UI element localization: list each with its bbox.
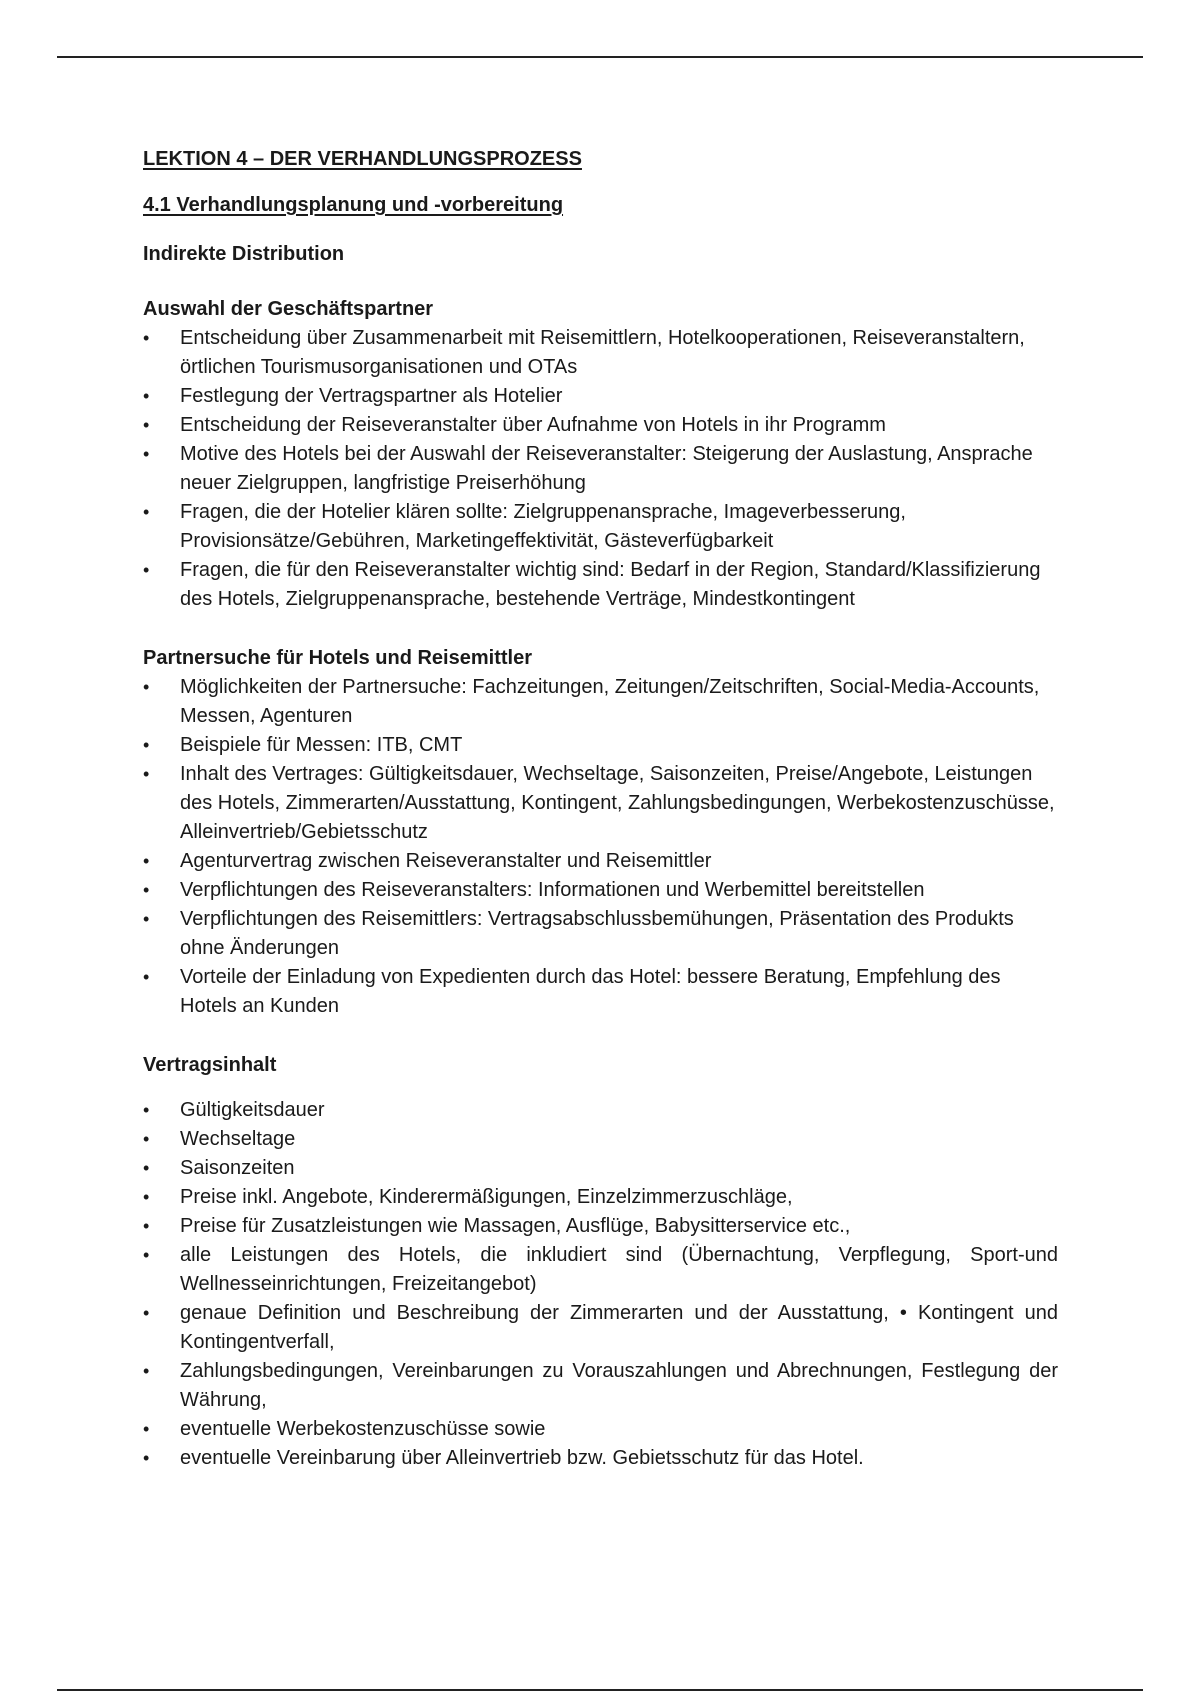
list-item	[143, 1212, 1058, 1241]
list-item-text: Entscheidung der Reiseveranstalter über Aufnahme von Hotels in ihr Programm	[180, 414, 886, 436]
list-item	[143, 1154, 1058, 1183]
bullet-list-partner-search	[143, 673, 1058, 1021]
list-item	[143, 1357, 1058, 1415]
list-item-text: Entscheidung über Zusammenarbeit mit Reisemittlern, Hotelkooperationen, Reiseveranstaltern, örtlichen Tourismusorganisationen und OTAs	[180, 327, 1025, 378]
list-item	[143, 673, 1058, 731]
list-item	[143, 963, 1058, 1021]
list-item	[143, 411, 1058, 440]
list-item	[143, 876, 1058, 905]
list-item-text: Möglichkeiten der Partnersuche: Fachzeitungen, Zeitungen/Zeitschriften, Social-Media-Accounts, Messen, Agenturen	[180, 676, 1040, 727]
list-item	[143, 1241, 1058, 1299]
top-rule	[57, 56, 1143, 58]
lesson-title: LEKTION 4 – DER VERHANDLUNGSPROZESS	[143, 148, 582, 170]
list-item-text: Preise für Zusatzleistungen wie Massagen, Ausflüge, Babysitterservice etc.,	[180, 1215, 851, 1237]
list-item-text: Wechseltage	[180, 1128, 296, 1150]
bullet-marker: •	[143, 1419, 150, 1439]
list-item-text: Fragen, die der Hotelier klären sollte: Zielgruppenansprache, Imageverbesserung, Provisionsätze/Gebühren, Marketingeffektivität, Gästeverfügbarkeit	[180, 501, 906, 552]
bullet-marker: •	[143, 677, 150, 697]
bullet-marker: •	[143, 880, 150, 900]
list-item-text: Festlegung der Vertragspartner als Hotelier	[180, 385, 563, 407]
list-item-text: Verpflichtungen des Reiseveranstalters: Informationen und Werbemittel bereitstellen	[180, 879, 925, 901]
bullet-marker: •	[143, 909, 150, 929]
bullet-marker: •	[143, 967, 150, 987]
bullet-marker: •	[143, 1361, 150, 1381]
list-item	[143, 1444, 1058, 1473]
list-item	[143, 731, 1058, 760]
bullet-marker: •	[143, 1303, 150, 1323]
section-heading-contract-content: Vertragsinhalt	[143, 1054, 277, 1076]
bottom-rule	[57, 1689, 1143, 1691]
list-item-text: genaue Definition und Beschreibung der Zimmerarten und der Ausstattung, • Kontingent und Kontingentverfall,	[180, 1302, 1058, 1353]
bullet-marker: •	[143, 1448, 150, 1468]
list-item-text: Agenturvertrag zwischen Reiseveranstalter und Reisemittler	[180, 850, 712, 872]
bullet-marker: •	[143, 735, 150, 755]
bullet-marker: •	[143, 1187, 150, 1207]
bullet-marker: •	[143, 1216, 150, 1236]
bullet-marker: •	[143, 328, 150, 348]
list-item-text: Verpflichtungen des Reisemittlers: Vertragsabschlussbemühungen, Präsentation des Produkts ohne Änderungen	[180, 908, 1014, 959]
list-item-text: Inhalt des Vertrages: Gültigkeitsdauer, Wechseltage, Saisonzeiten, Preise/Angebote, Leistungen des Hotels, Zimmerarten/Ausstattung, Kontingent, Zahlungsbedingungen, Werbekostenzuschüsse, Alleinvertrieb/Gebietsschutz	[180, 763, 1055, 843]
list-item-text: eventuelle Vereinbarung über Alleinvertrieb bzw. Gebietsschutz für das Hotel.	[180, 1447, 864, 1469]
list-item	[143, 556, 1058, 614]
bullet-marker: •	[143, 1245, 150, 1265]
list-item-text: Fragen, die für den Reiseveranstalter wichtig sind: Bedarf in der Region, Standard/Klassifizierung des Hotels, Zielgruppenansprache, bestehende Verträge, Mindestkontingent	[180, 559, 1041, 610]
list-item	[143, 324, 1058, 382]
list-item	[143, 382, 1058, 411]
bullet-marker: •	[143, 386, 150, 406]
bullet-marker: •	[143, 502, 150, 522]
list-item	[143, 905, 1058, 963]
list-item-text: Zahlungsbedingungen, Vereinbarungen zu Vorauszahlungen und Abrechnungen, Festlegung der Währung,	[180, 1360, 1058, 1411]
bullet-marker: •	[143, 764, 150, 784]
list-item-text: eventuelle Werbekostenzuschüsse sowie	[180, 1418, 546, 1440]
bullet-list-contract-content	[143, 1096, 1058, 1473]
document-body	[143, 145, 1058, 1473]
list-item	[143, 440, 1058, 498]
list-item	[143, 1096, 1058, 1125]
list-item-text: Preise inkl. Angebote, Kinderermäßigungen, Einzelzimmerzuschläge,	[180, 1186, 793, 1208]
bullet-marker: •	[143, 444, 150, 464]
bullet-marker: •	[143, 415, 150, 435]
list-item	[143, 1415, 1058, 1444]
list-item-text: Motive des Hotels bei der Auswahl der Reiseveranstalter: Steigerung der Auslastung, Ansprache neuer Zielgruppen, langfristige Preiserhöhung	[180, 443, 1033, 494]
list-item	[143, 498, 1058, 556]
section-heading-partner-search: Partnersuche für Hotels und Reisemittler	[143, 647, 532, 669]
distribution-heading: Indirekte Distribution	[143, 243, 345, 265]
bullet-marker: •	[143, 560, 150, 580]
list-item	[143, 1125, 1058, 1154]
bullet-list-partner-selection	[143, 324, 1058, 614]
list-item	[143, 1183, 1058, 1212]
bullet-marker: •	[143, 1129, 150, 1149]
list-item-text: Vorteile der Einladung von Expedienten durch das Hotel: bessere Beratung, Empfehlung des Hotels an Kunden	[180, 966, 1001, 1017]
bullet-marker: •	[143, 1100, 150, 1120]
list-item-text: alle Leistungen des Hotels, die inkludiert sind (Übernachtung, Verpflegung, Sport-und Wellnesseinrichtungen, Freizeitangebot)	[180, 1244, 1058, 1295]
list-item-text: Gültigkeitsdauer	[180, 1099, 325, 1121]
section-heading-partner-selection: Auswahl der Geschäftspartner	[143, 298, 434, 320]
list-item	[143, 847, 1058, 876]
bullet-marker: •	[143, 851, 150, 871]
list-item-text: Saisonzeiten	[180, 1157, 295, 1179]
bullet-marker: •	[143, 1158, 150, 1178]
list-item	[143, 760, 1058, 847]
section-title: 4.1 Verhandlungsplanung und -vorbereitung	[143, 194, 564, 216]
list-item	[143, 1299, 1058, 1357]
list-item-text: Beispiele für Messen: ITB, CMT	[180, 734, 463, 756]
